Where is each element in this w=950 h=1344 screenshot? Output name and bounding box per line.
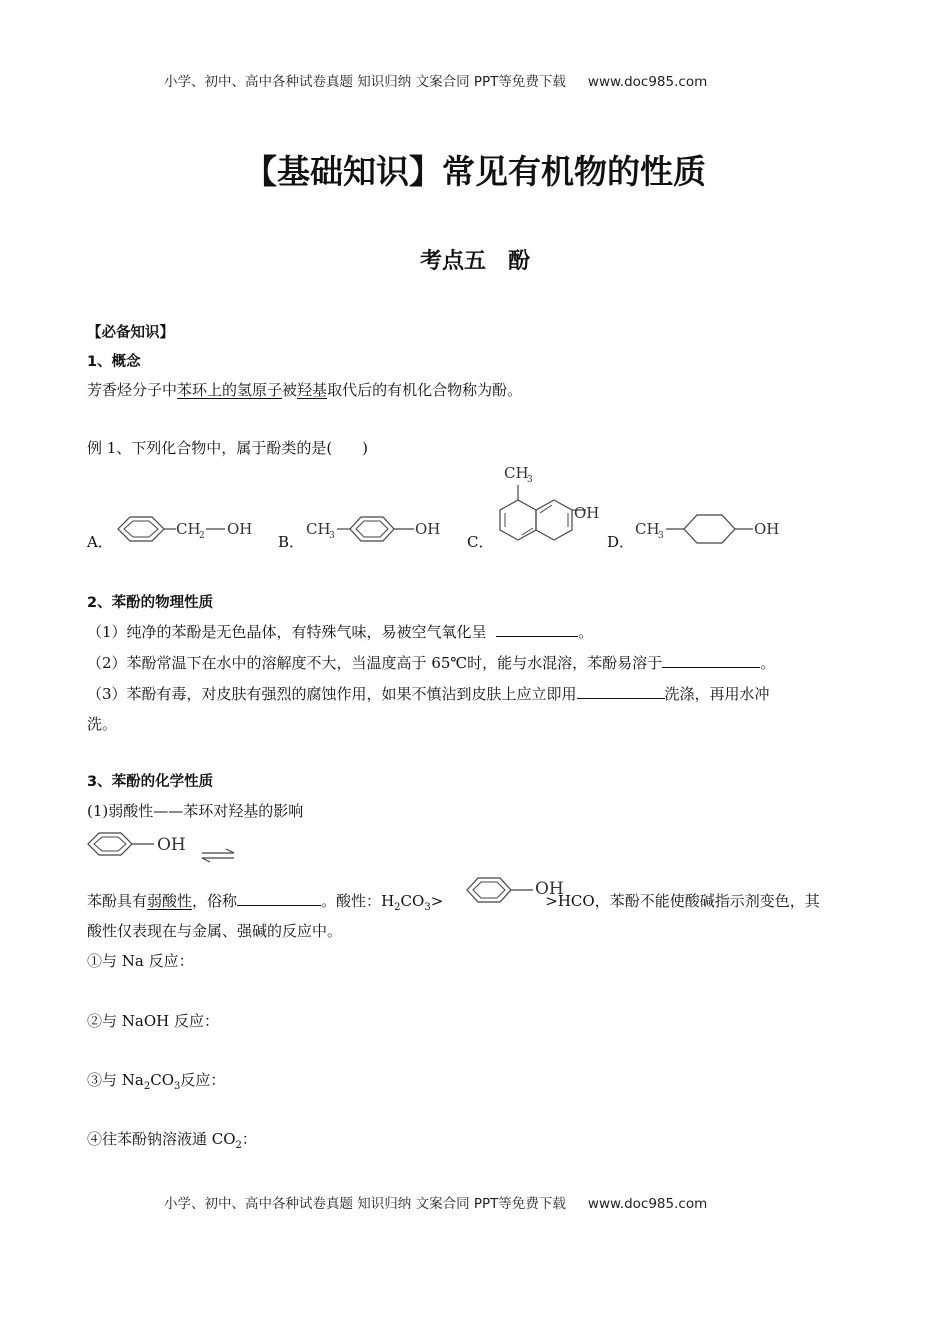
footer-text: 小学、初中、高中各种试卷真题 知识归纳 文案合同 PPT等免费下载	[164, 1196, 566, 1212]
acidity-text: 。酸性：	[321, 892, 382, 910]
concept-paragraph	[87, 379, 522, 400]
ch3-label: CH	[635, 520, 660, 538]
physical-line-1-text: （1）纯净的苯酚是无色晶体，有特殊气味，易被空气氧化呈	[87, 623, 487, 641]
reaction-na: ①与 Na 反应：	[87, 952, 194, 970]
answer-blank[interactable]	[496, 622, 578, 637]
page-title: 【基础知识】常见有机物的性质	[244, 152, 706, 191]
ch2-subscript: 2	[199, 531, 205, 541]
option-a-label: A．	[87, 533, 113, 551]
acidity-text: ，俗称	[192, 892, 238, 910]
ch3-subscript: 3	[329, 531, 335, 541]
oh-label: OH	[754, 520, 780, 538]
physical-line-1	[87, 621, 593, 642]
ch3-label: CH	[306, 520, 331, 538]
page-header	[164, 70, 707, 90]
reaction-co2	[87, 1128, 257, 1151]
oh-label: OH	[415, 520, 441, 538]
oh-label: OH	[227, 520, 253, 538]
option-a-structure	[110, 505, 260, 555]
required-knowledge-heading: 【必备知识】	[87, 325, 174, 341]
acidity-underline: 弱酸性	[147, 892, 193, 910]
footer-url[interactable]: www.doc985.com	[587, 1196, 708, 1212]
physical-line-2-text: （2）苯酚常温下在水中的溶解度不大，当温度高于 65℃时，能与水混溶，苯酚易溶于	[87, 654, 663, 672]
formula-sub: 3	[174, 1081, 181, 1092]
reaction-text: 反应：	[180, 1071, 226, 1089]
period: 。	[760, 654, 776, 672]
acidity-line-2: 酸性仅表现在与金属、强碱的反应中。	[87, 922, 343, 940]
physical-line-3-text: （3）苯酚有毒，对皮肤有强烈的腐蚀作用，如果不慎沾到皮肤上应立即用	[87, 685, 577, 703]
header-text: 小学、初中、高中各种试卷真题 知识归纳 文案合同 PPT等免费下载	[164, 74, 566, 90]
ch3-subscript: 3	[658, 531, 664, 541]
phenol-inline-structure	[463, 870, 573, 910]
option-b-label: B．	[278, 533, 305, 551]
weak-acidity-subheading: (1)弱酸性——苯环对羟基的影响	[87, 802, 304, 820]
reaction-naoh: ②与 NaOH 反应：	[87, 1012, 219, 1030]
oh-label: OH	[157, 835, 186, 855]
physical-line-3-cont: 洗。	[87, 715, 118, 733]
option-d-label: D．	[607, 533, 635, 551]
formula-sub: 2	[143, 1081, 151, 1092]
reaction-text: ③与 Na	[87, 1071, 144, 1089]
formula-sub: 3	[424, 902, 431, 913]
physical-line-3-text-b: 洗涤，再用水冲	[664, 685, 770, 703]
oh-label: OH	[574, 504, 600, 522]
concept-text: 被	[282, 381, 298, 399]
phenol-equilibrium-structure	[84, 828, 244, 868]
answer-blank[interactable]	[237, 891, 321, 906]
chemical-properties-heading: 3、苯酚的化学性质	[87, 774, 214, 790]
answer-blank[interactable]	[577, 684, 665, 699]
option-b-structure	[304, 505, 454, 555]
acidity-text: >HCO，苯酚不能使酸碱指示剂变色，其	[545, 892, 820, 910]
formula-sub: 2	[235, 1140, 242, 1151]
formula-sub: 2	[394, 902, 401, 913]
reaction-na2co3	[87, 1069, 225, 1092]
oh-label: OH	[535, 879, 564, 899]
example1-question: 例 1、下列化合物中，属于酚类的是( )	[87, 439, 369, 457]
formula-co: CO	[400, 892, 425, 910]
concept-underline-hydrogen: 苯环上的氢原子	[177, 381, 283, 399]
concept-underline-hydroxyl: 羟基	[297, 381, 328, 399]
physical-line-3	[87, 683, 770, 704]
option-c-label: C．	[467, 533, 494, 551]
section-subtitle: 考点五 酚	[419, 249, 530, 274]
greater-than: >	[430, 892, 444, 910]
header-url[interactable]: www.doc985.com	[587, 74, 708, 90]
concept-text: 取代后的有机化合物称为酚。	[327, 381, 523, 399]
period: 。	[578, 623, 594, 641]
reaction-text: CO	[150, 1071, 174, 1089]
option-c-structure	[488, 458, 608, 553]
concept-heading: 1、概念	[87, 354, 141, 370]
acidity-text: 苯酚具有	[87, 892, 148, 910]
answer-blank[interactable]	[662, 653, 760, 668]
ch3-subscript: 3	[527, 475, 533, 485]
reaction-text: ：	[241, 1130, 257, 1148]
ch2-label: CH	[176, 520, 201, 538]
concept-text: 芳香烃分子中	[87, 381, 178, 399]
physical-line-2	[87, 652, 775, 673]
physical-properties-heading: 2、苯酚的物理性质	[87, 595, 214, 611]
ch3-label: CH	[504, 464, 529, 482]
page-footer	[164, 1192, 707, 1212]
reaction-text: ④往苯酚钠溶液通 CO	[87, 1130, 236, 1148]
option-d-structure	[633, 505, 793, 555]
formula-h: H	[381, 892, 395, 910]
acidity-line	[87, 890, 820, 913]
